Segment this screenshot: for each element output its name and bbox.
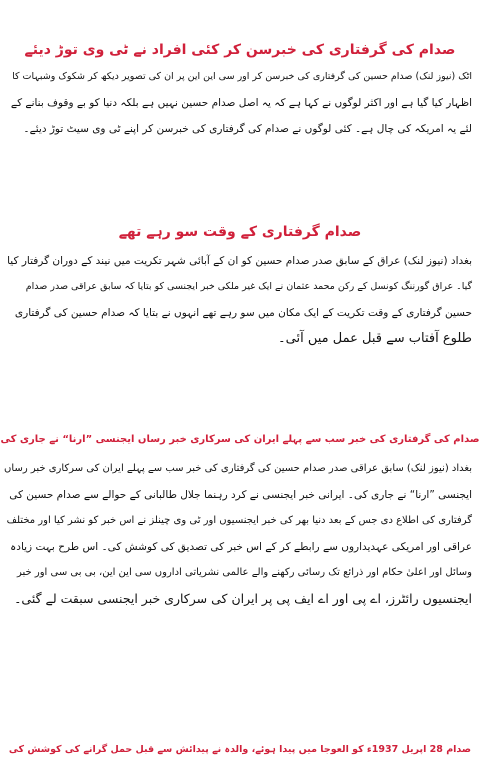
article-asleep-at-arrest	[0, 222, 480, 352]
article-line: اظہار کیا گیا ہے اور اکثر لوگوں نے کہا ہے کہ یہ اصل صدام حسین نہیں ہے بلکہ دنیا کو بے وقوف بنانے کے	[10, 97, 472, 109]
article-birth	[0, 740, 480, 760]
article-headline: صدام 28 اپریل 1937ء کو العوجا میں پیدا ہوئے، والدہ نے پیدائش سے قبل حمل گرانے کی کوشش کی	[8, 744, 472, 755]
article-line: طلوع آفتاب سے قبل عمل میں آئی۔	[278, 331, 472, 346]
article-line: اٹک (نیوز لنک) صدام حسین کی گرفتاری کی خبرسن کر اور سی این این پر ان کی تصویر دیکھ کر شکوک وشبہات کا	[12, 71, 472, 82]
article-line: عراقی اور امریکی عہدیداروں سے رابطے کر کے اس خبر کی تصدیق کی کوشش کی۔ اس طرح بہت زیادہ	[10, 541, 472, 553]
article-headline: صدام کی گرفتاری کی خبر سب سے پہلے ایران کی سرکاری خبر رساں ایجنسی ”ارنا“ نے جاری کی	[0, 434, 480, 445]
article-line: ایجنسی ”ارنا“ نے جاری کی۔ ایرانی خبر ایجنسی نے کرد رہنما جلال طالبانی کے حوالے سے صدام حسین کی	[9, 489, 472, 501]
article-irna-first	[0, 430, 480, 612]
article-line: وسائل اور اعلیٰ حکام اور ذرائع تک رسائی رکھنے والے عالمی نشریاتی اداروں سی این این، بی بی سی اور خبر	[16, 567, 472, 578]
article-line: ایجنسیوں رائٹرز، اے پی اور اے ایف پی پر ایران کی سرکاری خبر ایجنسی سبقت لے گئی۔	[14, 591, 472, 606]
article-line: گیا۔ عراق گورننگ کونسل کے رکن محمد عثمان نے ایک غیر ملکی خبر ایجنسی کو بتایا کہ سابق عراقی صدر صدام	[25, 281, 472, 292]
article-headline: صدام کی گرفتاری کی خبرسن کر کئی افراد نے ٹی وی توڑ دیئے	[24, 42, 456, 58]
article-line: گرفتاری کی اطلاع دی جس کے بعد دنیا بھر کی خبر ایجنسیوں اور ٹی وی چینلز نے اس خبر کو نشر کیا اور مختلف	[6, 515, 472, 526]
article-line: لئے یہ امریکہ کی چال ہے۔ کئی لوگوں نے صدام کی گرفتاری کی خبرسن کر اپنے ٹی وی سیٹ توڑ دیئے۔	[23, 123, 472, 135]
article-headline: صدام گرفتاری کے وقت سو رہے تھے	[118, 224, 362, 240]
article-line: بغداد (نیوز لنک) سابق عراقی صدر صدام حسین کی گرفتاری کی خبر سب سے پہلے ایران کی سرکاری خبر رساں	[4, 463, 472, 474]
article-tv-broken	[0, 40, 480, 142]
article-line: حسین گرفتاری کے وقت تکریت کے ایک مکان میں سو رہے تھے انہوں نے بتایا کہ صدام حسین کی گرفتاری	[14, 307, 472, 319]
article-line: بغداد (نیوز لنک) عراق کے سابق صدر صدام حسین کو ان کے آبائی شہر تکریت میں نیند کے دوران گرفتار کیا	[7, 255, 472, 267]
